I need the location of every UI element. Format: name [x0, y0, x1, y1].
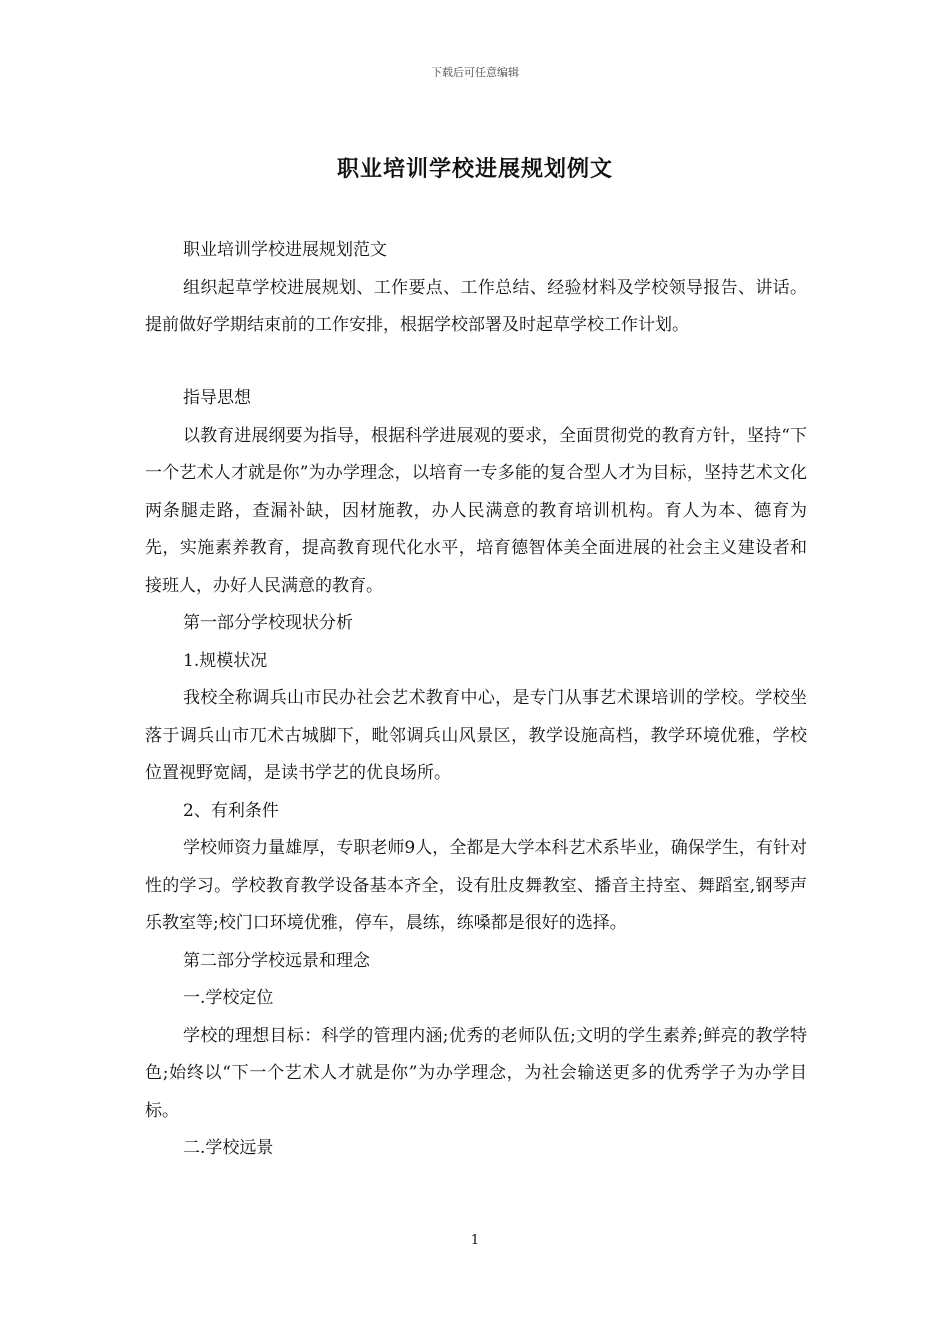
paragraph-scale: 我校全称调兵山市民办社会艺术教育中心，是专门从事艺术课培训的学校。学校坐落于调兵山市兀术古城脚下，毗邻调兵山风景区，教学设施高档，教学环境优雅，学校位置视野宽阔，是读书学艺的优良场所。: [145, 688, 807, 783]
heading-school-vision: 二.学校远景: [183, 1138, 274, 1158]
page-number: 1: [470, 1233, 480, 1248]
paragraph-school-positioning: 学校的理想目标：科学的管理内涵;优秀的老师队伍;文明的学生素养;鲜亮的教学特色;始终以“下一个艺术人才就是你”为办学理念，为社会输送更多的优秀学子为办学目标。: [145, 1025, 807, 1121]
paragraph-guiding-thought: 以教育进展纲要为指导，根据科学进展观的要求，全面贯彻党的教育方针，坚持“下一个艺术人才就是你”为办学理念，以培育一专多能的复合型人才为目标，坚持艺术文化两条腿走路，查漏补缺，因材施教，办人民满意的教育培训机构。育人为本、德育为先，实施素养教育，提高教育现代化水平，培育德智体美全面进展的社会主义建设者和接班人，办好人民满意的教育。: [145, 425, 807, 596]
heading-scale: 1.规模状况: [183, 650, 268, 671]
body-block: [145, 380, 807, 1168]
intro-block: [145, 232, 807, 345]
document-title: 职业培训学校进展规划例文: [336, 156, 613, 182]
paragraph-subtitle: 职业培训学校进展规划范文: [183, 240, 387, 260]
paragraph-intro: 组织起草学校进展规划、工作要点、工作总结、经验材料及学校领导报告、讲话。提前做好学期结束前的工作安排，根据学校部署及时起草学校工作计划。: [145, 277, 807, 335]
heading-school-positioning: 一.学校定位: [183, 988, 274, 1008]
heading-advantages: 2、有利条件: [183, 800, 279, 821]
heading-part-one: 第一部分学校现状分析: [183, 613, 353, 633]
paragraph-advantages: 学校师资力量雄厚，专职老师9人，全都是大学本科艺术系毕业，确保学生，有针对性的学习。学校教育教学设备基本齐全，设有肚皮舞教室、播音主持室、舞蹈室,钢琴声乐教室等;校门口环境优雅，停车，晨练，练嗓都是很好的选择。: [145, 838, 807, 933]
heading-part-two: 第二部分学校远景和理念: [183, 950, 370, 971]
page-header-note: 下载后可任意编辑: [431, 66, 519, 79]
heading-guiding-thought: 指导思想: [183, 388, 251, 408]
